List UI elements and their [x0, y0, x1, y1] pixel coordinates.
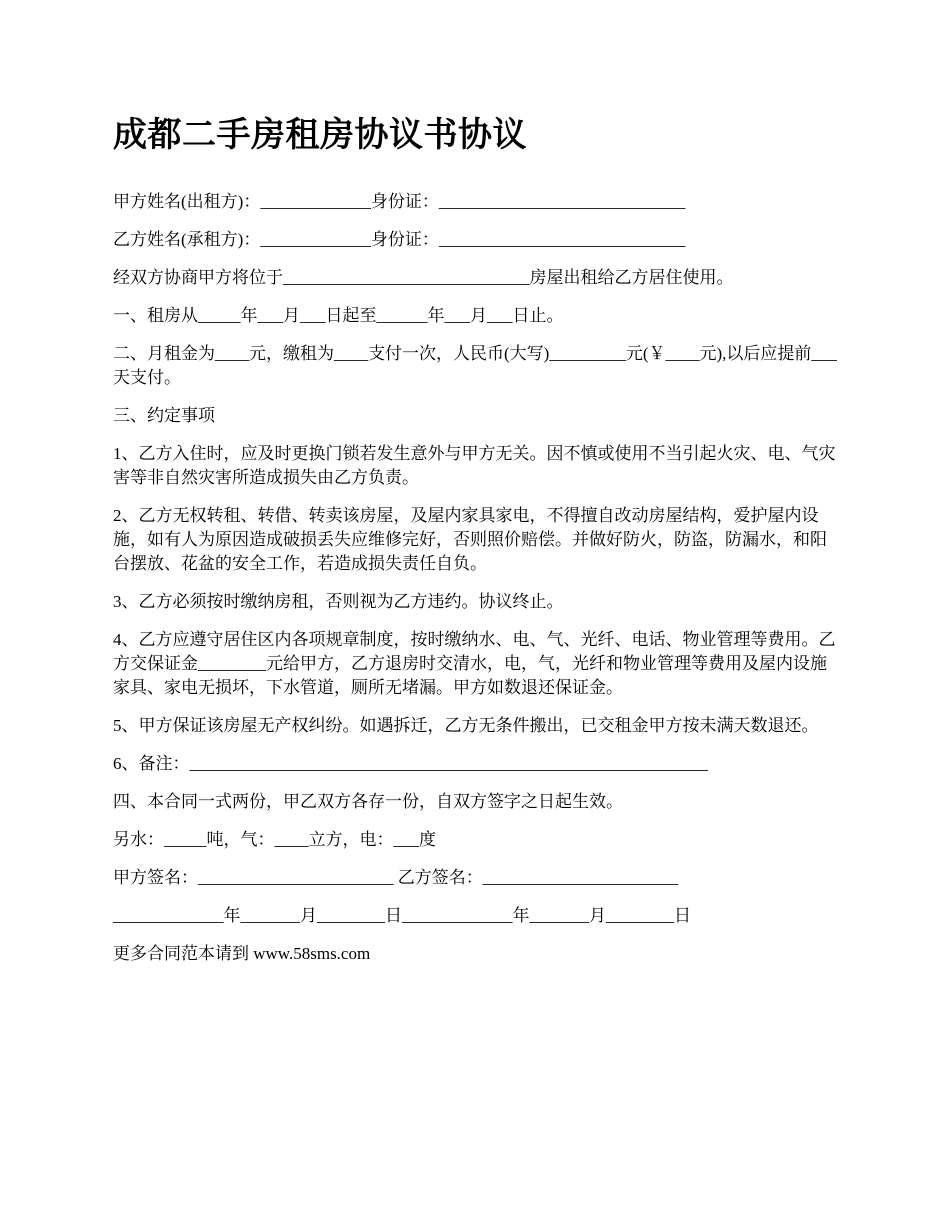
clause-2: 2、乙方无权转租、转借、转卖该房屋，及屋内家具家电，不得擅自改动房屋结构，爱护屋内设施，如有人为原因造成破损丢失应维修完好，否则照价赔偿。并做好防火，防盗，防漏水，和阳台摆放、花盆的安全工作，若造成损失责任自负。	[113, 506, 827, 573]
property-address-line: 经双方协商甲方将位于_____________________________房屋出租给乙方居住使用。	[113, 268, 734, 287]
clause-1: 1、乙方入住时，应及时更换门锁若发生意外与甲方无关。因不慎或使用不当引起火灾、电、气灾害等非自然灾害所造成损失由乙方负责。	[113, 444, 836, 487]
landlord-name-line: 甲方姓名(出租方)：_____________身份证：_____________________________	[113, 192, 686, 211]
contract-copies-clause: 四、本合同一式两份，甲乙双方各存一份，自双方签字之日起生效。	[113, 792, 623, 811]
clause-3: 3、乙方必须按时缴纳房租，否则视为乙方违约。协议终止。	[113, 592, 564, 611]
document-page	[113, 112, 843, 980]
date-line: _____________年_______月________日_____________年_______月________日	[113, 906, 691, 925]
rent-payment-clause: 二、月租金为____元，缴租为____支付一次，人民币(大写)_________元(￥____元),以后应提前___天支付。	[113, 344, 837, 387]
rental-period-clause: 一、租房从_____年___月___日起至______年___月___日止。	[113, 306, 564, 325]
clause-5: 5、甲方保证该房屋无产权纠纷。如遇拆迁，乙方无条件搬出，已交租金甲方按未满天数退还。	[113, 716, 819, 735]
tenant-name-line: 乙方姓名(承租方)：_____________身份证：_____________________________	[113, 230, 686, 249]
signature-line: 甲方签名：_______________________ 乙方签名：_______________________	[113, 868, 679, 887]
clause-6-remarks: 6、备注：_____________________________________________________________	[113, 754, 708, 773]
agreed-matters-heading: 三、约定事项	[113, 406, 215, 425]
footer-note: 更多合同范本请到 www.58sms.com	[113, 944, 371, 963]
clause-4: 4、乙方应遵守居住区内各项规章制度，按时缴纳水、电、气、光纤、电话、物业管理等费用。乙方交保证金________元给甲方，乙方退房时交清水，电，气，光纤和物业管理等费用及屋内设施家具、家电无损坏，下水管道，厕所无堵漏。甲方如数退还保证金。	[113, 630, 836, 697]
utility-readings-line: 另水：_____吨，气：____立方，电：___度	[113, 830, 436, 849]
document-title: 成都二手房租房协议书协议	[113, 117, 527, 154]
